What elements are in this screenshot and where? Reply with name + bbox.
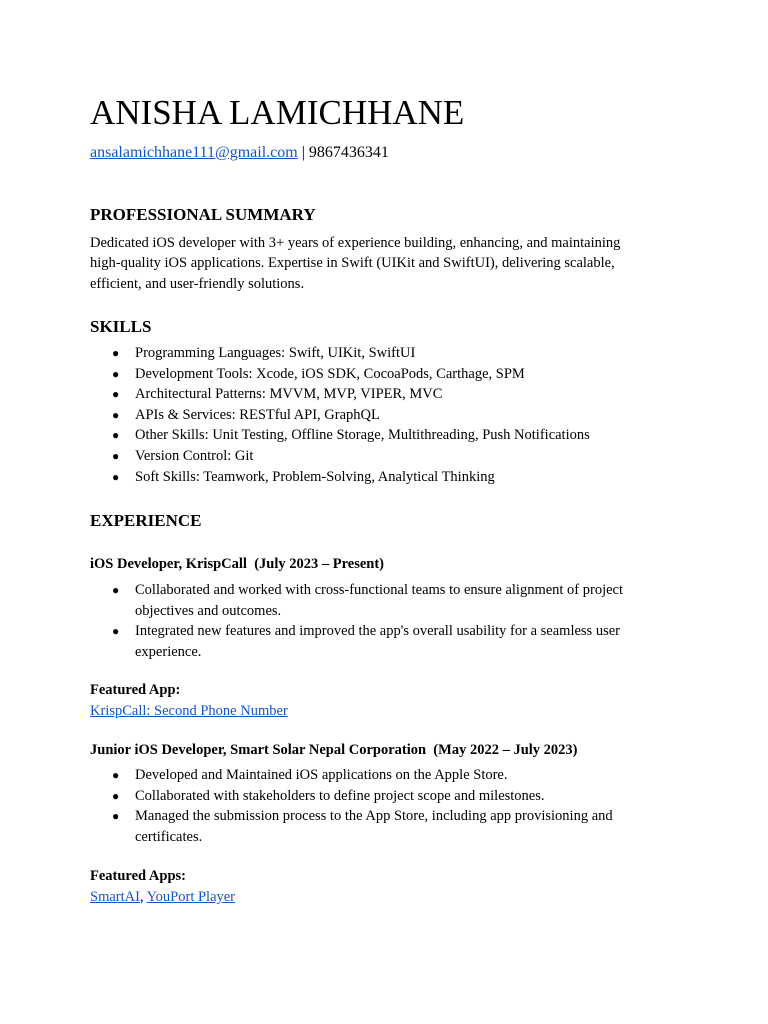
bullet-icon: ●: [112, 387, 120, 402]
bullet-text: experience.: [135, 643, 202, 660]
summary-line: Dedicated iOS developer with 3+ years of experience building, enhancing, and maintaining: [90, 235, 621, 251]
bullet-icon: ●: [112, 346, 120, 360]
bullet-icon: ●: [112, 624, 120, 639]
bullet-text: Collaborated with stakeholders to define project scope and milestones.: [135, 787, 545, 804]
featured-apps-label: Featured Apps:: [90, 868, 187, 884]
bullet-icon: ●: [112, 809, 120, 824]
section-title-experience: EXPERIENCE: [90, 511, 202, 530]
summary-paragraph: [90, 233, 650, 294]
contact-separator: |: [297, 144, 309, 161]
skill-text: Development Tools: Xcode, iOS SDK, CocoaPods, Carthage, SPM: [135, 365, 525, 382]
list-item: [90, 405, 660, 426]
section-title-skills: SKILLS: [90, 317, 152, 336]
contact-line: [90, 142, 389, 164]
bullet-icon: ●: [112, 768, 120, 782]
list-item: [90, 621, 660, 662]
list-item: [90, 384, 660, 405]
job-title-smart-solar: Junior iOS Developer, Smart Solar Nepal Corporation (May 2022 – July 2023): [90, 742, 578, 758]
section-title-summary: PROFESSIONAL SUMMARY: [90, 205, 316, 224]
skills-list: [90, 343, 660, 487]
skill-text: APIs & Services: RESTful API, GraphQL: [135, 406, 380, 423]
bullet-icon: ●: [112, 407, 120, 422]
job-bullets-krispcall: [90, 580, 660, 662]
list-item: [90, 580, 660, 621]
skill-text: Programming Languages: Swift, UIKit, SwiftUI: [135, 345, 416, 361]
bullet-text: Developed and Maintained iOS applications on the Apple Store.: [135, 767, 508, 783]
list-item: [90, 446, 660, 467]
job-bullets-smart-solar: [90, 765, 660, 847]
list-item: [90, 425, 660, 446]
bullet-text: Managed the submission process to the App Store, including app provisioning and: [135, 808, 613, 825]
link-separator: ,: [139, 889, 147, 905]
list-item: [90, 786, 660, 807]
bullet-icon: ●: [112, 788, 120, 803]
bullet-text: certificates.: [135, 828, 203, 845]
phone-number: 9867436341: [308, 144, 389, 161]
featured-apps-links: [90, 887, 235, 907]
job-title-krispcall: iOS Developer, KrispCall (July 2023 – Present): [90, 556, 385, 572]
bullet-icon: ●: [112, 448, 120, 463]
bullet-icon: ●: [112, 366, 120, 381]
candidate-name: ANISHA LAMICHHANE: [90, 93, 465, 132]
list-item: [90, 364, 660, 385]
featured-app-label: Featured App:: [90, 682, 181, 698]
summary-line: high-quality iOS applications. Expertise in Swift (UIKit and SwiftUI), delivering scalable,: [90, 255, 615, 272]
bullet-icon: ●: [112, 583, 120, 597]
list-item: [90, 467, 660, 488]
featured-app-link-smartai[interactable]: SmartAI: [90, 889, 140, 905]
bullet-text: objectives and outcomes.: [135, 602, 282, 619]
bullet-text: Integrated new features and improved the app's overall usability for a seamless user: [135, 623, 620, 640]
skill-text: Other Skills: Unit Testing, Offline Storage, Multithreading, Push Notifications: [135, 427, 590, 444]
featured-app-link-youport-player[interactable]: YouPort Player: [146, 889, 236, 905]
summary-line: efficient, and user-friendly solutions.: [90, 275, 305, 292]
bullet-icon: ●: [112, 469, 120, 484]
list-item: [90, 806, 660, 847]
list-item: [90, 765, 660, 786]
list-item: [90, 343, 660, 364]
bullet-text: Collaborated and worked with cross-functional teams to ensure alignment of project: [135, 582, 624, 598]
skill-text: Soft Skills: Teamwork, Problem-Solving, Analytical Thinking: [135, 468, 495, 485]
email-link[interactable]: ansalamichhane111@gmail.com: [90, 144, 298, 161]
featured-app-links: [90, 701, 288, 721]
bullet-icon: ●: [112, 428, 120, 443]
skill-text: Version Control: Git: [135, 447, 254, 464]
skill-text: Architectural Patterns: MVVM, MVP, VIPER, MVC: [135, 386, 443, 403]
featured-app-link-krispcall[interactable]: KrispCall: Second Phone Number: [90, 703, 288, 719]
